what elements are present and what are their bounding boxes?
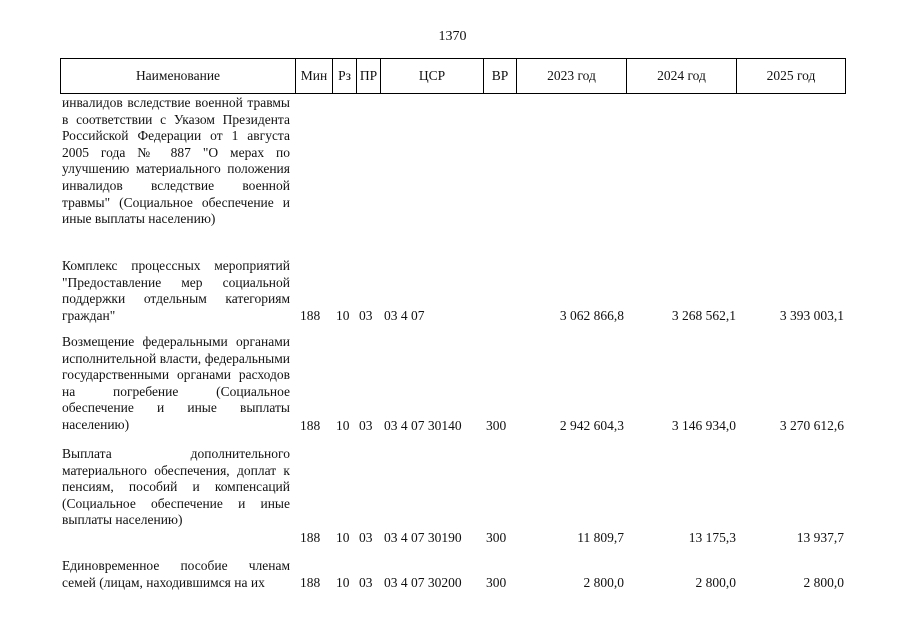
- cell-2023: 3 062 866,8: [559, 308, 624, 323]
- header-2025: 2025 год: [766, 68, 816, 83]
- header-csr: ЦСР: [381, 59, 484, 93]
- cell-csr: 03 4 07 30200: [384, 575, 462, 590]
- row-name: Выплата дополнительного материального обеспечения, доплат к пенсиям, пособий и компенсаций (Социальное обеспечение и иные выплаты населению): [62, 446, 290, 528]
- cell-2023: 11 809,7: [577, 530, 624, 545]
- cell-pr: 03: [359, 308, 373, 323]
- cell-2024: 13 175,3: [688, 530, 736, 545]
- cell-min: 188: [300, 530, 321, 545]
- cell-vr: 300: [486, 418, 507, 433]
- cell-min: 188: [300, 418, 321, 433]
- cell-pr: 03: [359, 575, 373, 590]
- row-name: Единовременное пособие членам семей (лицам, находившимся на их: [62, 558, 290, 590]
- cell-2025: 3 270 612,6: [779, 418, 844, 433]
- cell-2024: 3 268 562,1: [671, 308, 736, 323]
- row-name: Комплекс процессных мероприятий "Предоставление мер социальной поддержки отдельным категориям граждан": [62, 258, 290, 323]
- cell-2025: 3 393 003,1: [779, 308, 844, 323]
- cell-rz: 10: [336, 530, 350, 545]
- header-2024: 2024 год: [627, 59, 737, 93]
- cell-rz: 10: [336, 308, 350, 323]
- header-2023: 2023 год: [517, 59, 627, 93]
- cell-csr: 03 4 07 30190: [384, 530, 462, 545]
- header-rz: Рз: [333, 59, 357, 93]
- header-vr: ВР: [484, 59, 517, 93]
- budget-table: [60, 58, 846, 590]
- cell-2023: 2 942 604,3: [559, 418, 624, 433]
- cell-rz: 10: [336, 418, 350, 433]
- cell-2025: 2 800,0: [803, 575, 844, 590]
- cell-min: 188: [300, 575, 321, 590]
- page-number: 1370: [438, 29, 467, 44]
- header-pr: ПР: [357, 59, 381, 93]
- row-name: Возмещение федеральными органами исполнительной власти, федеральными государственными органами расходов на погребение (Социальное обеспечение и иные выплаты населению): [62, 334, 290, 432]
- cell-2025: 13 937,7: [796, 530, 844, 545]
- table-header: [60, 58, 846, 94]
- cell-2024: 3 146 934,0: [671, 418, 736, 433]
- cell-csr: 03 4 07: [384, 308, 425, 323]
- row-name: инвалидов вследствие военной травмы в соответствии с Указом Президента Российской Федерации от 1 августа 2005 года № 887 "О мерах по улучшению материального положения инвалидов вследствие военной травмы" (Социальное обеспечение и иные выплаты населению): [62, 95, 290, 227]
- cell-pr: 03: [359, 530, 373, 545]
- header-name: Наименование: [61, 59, 296, 93]
- cell-pr: 03: [359, 418, 373, 433]
- cell-2024: 2 800,0: [695, 575, 736, 590]
- cell-vr: 300: [486, 530, 507, 545]
- cell-2023: 2 800,0: [583, 575, 624, 590]
- cell-vr: 300: [486, 575, 507, 590]
- cell-csr: 03 4 07 30140: [384, 418, 462, 433]
- header-min: Мин: [296, 59, 333, 93]
- cell-rz: 10: [336, 575, 350, 590]
- cell-min: 188: [300, 308, 321, 323]
